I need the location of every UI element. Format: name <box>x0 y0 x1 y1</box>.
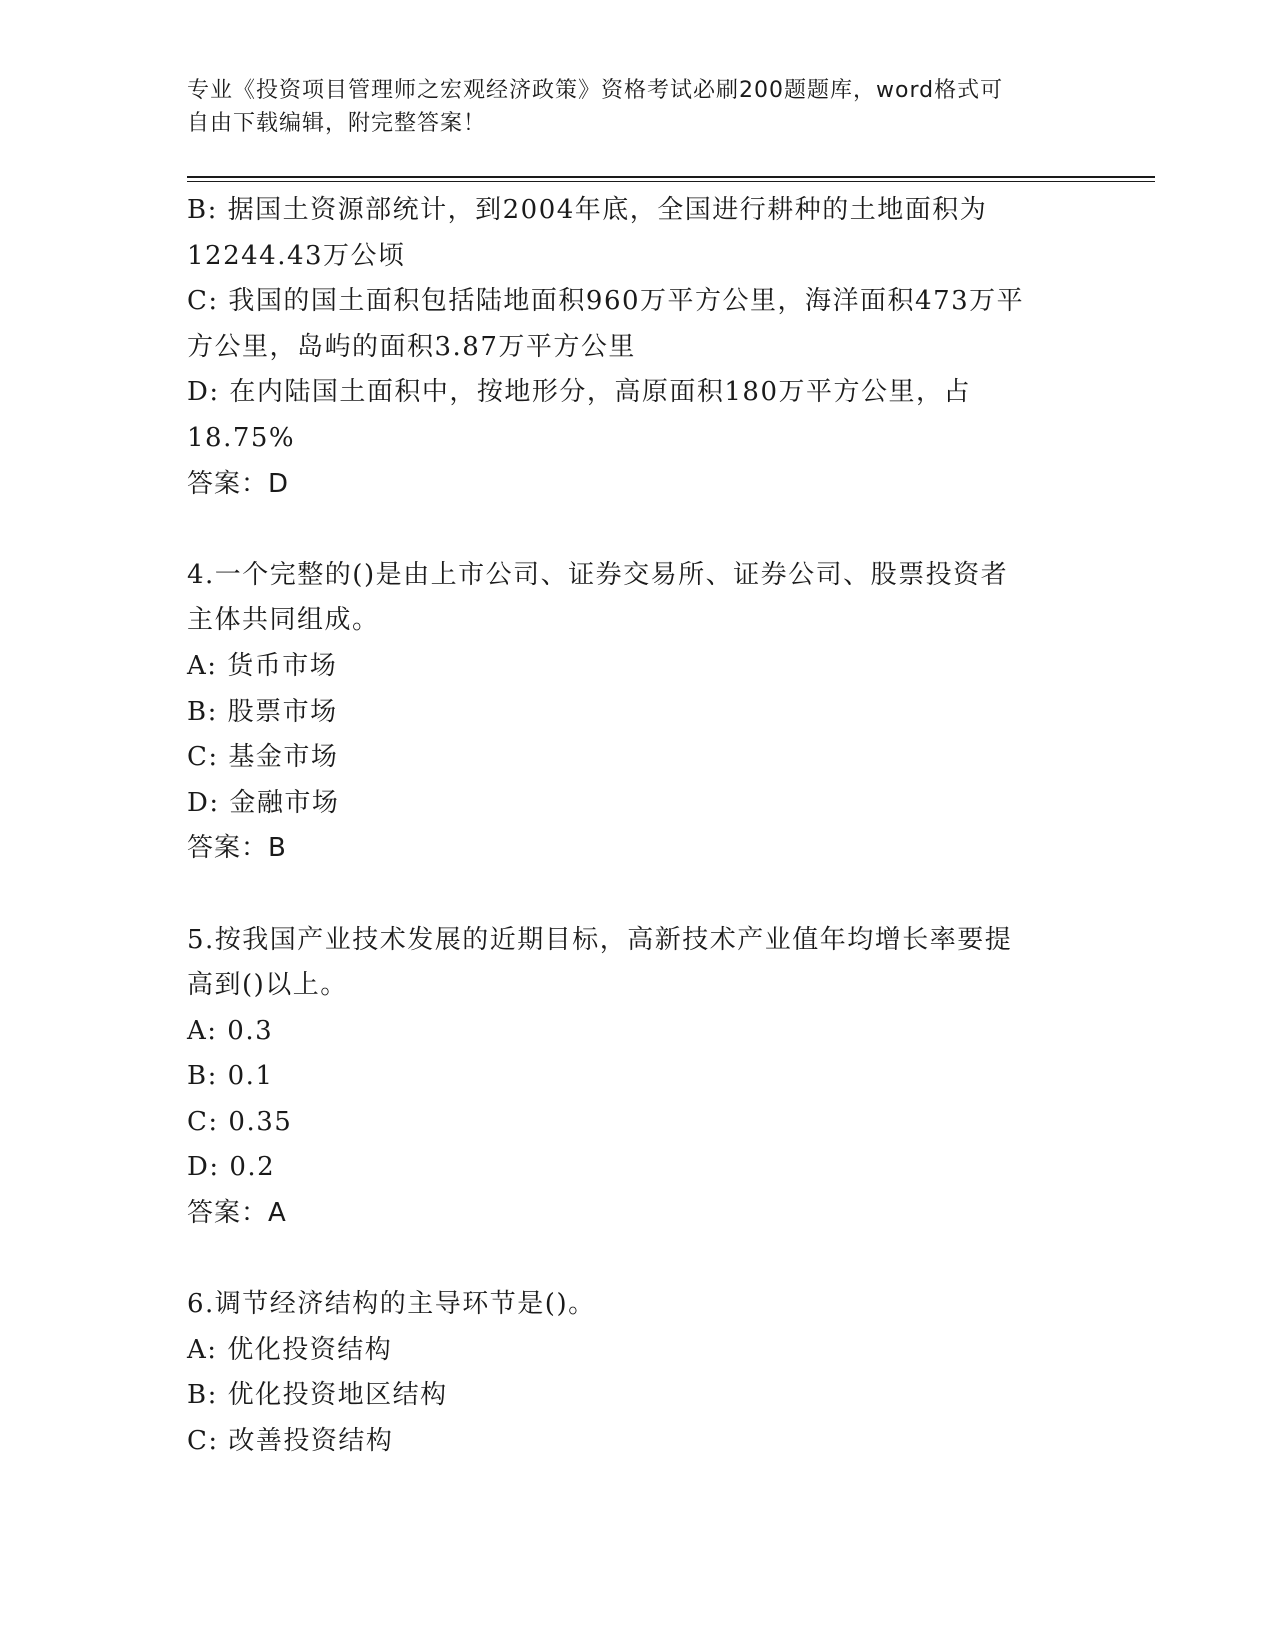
question-stem-line-2: 主体共同组成。 <box>187 605 380 636</box>
option-c: C: 改善投资结构 <box>187 1426 394 1457</box>
option-c: C: 0.35 <box>187 1106 293 1137</box>
header-line-1: 专业《投资项目管理师之宏观经济政策》资格考试必刷200题题库，word格式可 <box>187 78 1004 103</box>
option-a: A: 0.3 <box>187 1015 274 1046</box>
answer: 答案：A <box>187 1198 287 1229</box>
option-d-line-1: D: 在内陆国土面积中，按地形分，高原面积180万平方公里，占 <box>187 377 971 408</box>
answer: 答案：B <box>187 833 287 864</box>
option-b: B: 优化投资地区结构 <box>187 1380 448 1411</box>
option-d: D: 0.2 <box>187 1152 276 1183</box>
question-content <box>187 188 1077 1465</box>
question-stem-line-1: 4.一个完整的()是由上市公司、证券交易所、证券公司、股票投资者 <box>187 559 1009 590</box>
header-divider-thin <box>187 181 1155 182</box>
header-divider-thick <box>187 176 1155 178</box>
question-stem-line-1: 6.调节经济结构的主导环节是()。 <box>187 1289 596 1320</box>
spacer <box>187 1237 1077 1283</box>
option-d-line-2: 18.75% <box>187 422 296 453</box>
option-b: B: 股票市场 <box>187 696 338 727</box>
question-6 <box>187 1282 1077 1464</box>
question-stem-line-2: 高到()以上。 <box>187 970 348 1001</box>
question-5 <box>187 918 1077 1237</box>
option-b-line-1: B: 据国土资源部统计，到2004年底，全国进行耕种的土地面积为 <box>187 195 988 225</box>
question-4 <box>187 553 1077 872</box>
question-3-tail <box>187 188 1077 507</box>
option-b: B: 0.1 <box>187 1061 274 1092</box>
spacer <box>187 872 1077 918</box>
option-d: D: 金融市场 <box>187 787 340 818</box>
option-b-line-2: 12244.43万公顷 <box>187 240 406 271</box>
answer: 答案：D <box>187 468 290 499</box>
option-c-line-2: 方公里，岛屿的面积3.87万平方公里 <box>187 331 636 362</box>
document-header <box>187 74 1067 140</box>
option-c-line-1: C: 我国的国土面积包括陆地面积960万平方公里，海洋面积473万平 <box>187 286 1025 317</box>
question-stem-line-1: 5.按我国产业技术发展的近期目标，高新技术产业值年均增长率要提 <box>187 924 1013 955</box>
option-c: C: 基金市场 <box>187 742 339 773</box>
option-a: A: 货币市场 <box>187 650 338 681</box>
spacer <box>187 507 1077 553</box>
header-line-2: 自由下载编辑，附完整答案！ <box>187 111 487 136</box>
option-a: A: 优化投资结构 <box>187 1334 393 1365</box>
